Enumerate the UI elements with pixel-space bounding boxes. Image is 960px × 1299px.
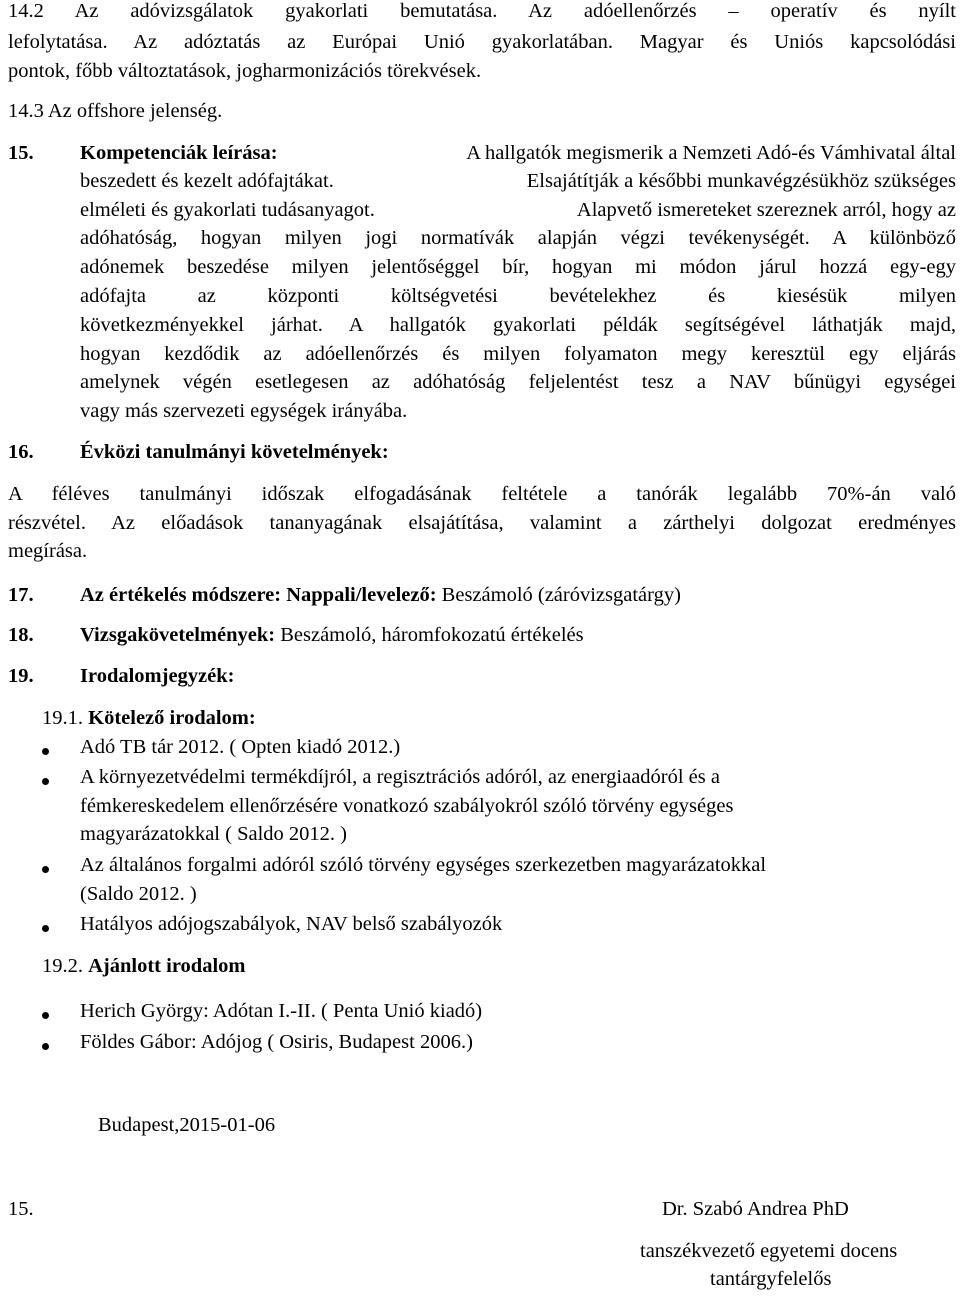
subsection-19-1: [42, 707, 256, 730]
section-heading: Vizsgakövetelmények:: [80, 624, 276, 646]
section-number: 17.: [8, 584, 34, 606]
paragraph-line: következményekkel járhat. A hallgatók gyakorlati példák segítségével láthatják majd,: [80, 314, 956, 336]
section-number: 18.: [8, 624, 34, 646]
paragraph-line: megírása.: [8, 540, 88, 562]
intro-line: 14.3 Az offshore jelenség.: [8, 100, 223, 122]
list-item: Földes Gábor: Adójog ( Osiris, Budapest 2006.): [80, 1031, 473, 1053]
bullet-icon: [42, 778, 49, 785]
signer-role: tantárgyfelelős: [710, 1268, 832, 1290]
paragraph-line: részvétel. Az előadások tananyagának elsajátítása, valamint a zárthelyi dolgozat eredményes: [8, 512, 956, 534]
paragraph-line: A féléves tanulmányi időszak elfogadásának feltétele a tanórák legalább 70%-án való: [8, 483, 956, 505]
paragraph-text: elméleti és gyakorlati tudásanyagot.: [80, 199, 375, 221]
subsection-number: 19.1.: [42, 707, 83, 729]
paragraph-line: hogyan kezdődik az adóellenőrzés és milyen folyamaton megy keresztül egy eljárás: [80, 343, 956, 365]
list-item-continuation: (Saldo 2012. ): [80, 883, 197, 905]
section-number: 19.: [8, 665, 34, 687]
section-15-line: [80, 170, 956, 193]
paragraph-line: adófajta az központi költségvetési bevételekhez és kiesésük milyen: [80, 285, 956, 307]
place-date: Budapest,2015-01-06: [98, 1114, 276, 1136]
list-item: Hatályos adójogszabályok, NAV belső szabályozók: [80, 913, 503, 935]
section-17-line: [80, 584, 681, 607]
section-number: 15.: [8, 142, 34, 164]
bullet-icon: [42, 1012, 49, 1019]
subsection-heading: Ajánlott irodalom: [88, 955, 246, 977]
section-number: 16.: [8, 441, 34, 463]
intro-line: 14.2 Az adóvizsgálatok gyakorlati bemutatása. Az adóellenőrzés – operatív és nyílt: [8, 0, 956, 22]
section-18-line: [80, 624, 584, 647]
paragraph-text: Alapvető ismereteket szereznek arról, hogy az: [576, 199, 956, 221]
subsection-number: 19.2.: [42, 955, 83, 977]
section-heading: Évközi tanulmányi követelmények:: [80, 441, 389, 463]
intro-line: pontok, főbb változtatások, jogharmonizációs törekvések.: [8, 60, 482, 82]
list-item: A környezetvédelmi termékdíjról, a regisztrációs adóról, az energiaadóról és a: [80, 766, 720, 788]
list-item: Adó TB tár 2012. ( Opten kiadó 2012.): [80, 736, 401, 758]
paragraph-line: amelynek végén esetlegesen az adóhatóság feljelentést tesz a NAV bűnügyi egységei: [80, 371, 956, 393]
section-heading: Az értékelés módszere: Nappali/levelező:: [80, 584, 437, 606]
bullet-icon: [42, 1043, 49, 1050]
list-item: Herich György: Adótan I.-II. ( Penta Unió kiadó): [80, 1000, 483, 1022]
section-heading: Irodalomjegyzék:: [80, 665, 235, 687]
signer-role: tanszékvezető egyetemi docens: [640, 1240, 898, 1262]
section-15-first-line: [80, 142, 956, 165]
bullet-icon: [42, 748, 49, 755]
paragraph-line: adónemek beszedése milyen jelentőséggel bír, hogyan mi módon járul hozzá egy-egy: [80, 256, 956, 278]
subsection-heading: Kötelező irodalom:: [88, 707, 256, 729]
list-item: Az általános forgalmi adóról szóló törvény egységes szerkezetben magyarázatokkal: [80, 854, 767, 876]
paragraph-text: A hallgatók megismerik a Nemzeti Adó-és Vámhivatal által: [466, 142, 956, 164]
list-item-continuation: magyarázatokkal ( Saldo 2012. ): [80, 823, 347, 845]
intro-line: lefolytatása. Az adóztatás az Európai Unió gyakorlatában. Magyar és Uniós kapcsolódási: [8, 31, 956, 53]
signer-name: Dr. Szabó Andrea PhD: [662, 1198, 849, 1220]
paragraph-line: adóhatóság, hogyan milyen jogi normatívák alapján végzi tevékenységét. A különböző: [80, 227, 956, 249]
paragraph-text: beszedett és kezelt adófajtákat.: [80, 170, 334, 192]
section-heading: Kompetenciák leírása:: [80, 142, 278, 164]
list-item-continuation: fémkereskedelem ellenőrzésére vonatkozó szabályokról szóló törvény egységes: [80, 795, 734, 817]
bullet-icon: [42, 925, 49, 932]
section-text: Beszámoló (záróvizsgatárgy): [441, 584, 681, 606]
footer-number: 15.: [8, 1198, 34, 1220]
paragraph-text: Elsajátítják a későbbi munkavégzésükhöz szükséges: [526, 170, 956, 192]
paragraph-line: vagy más szervezeti egységek irányába.: [80, 400, 408, 422]
bullet-icon: [42, 866, 49, 873]
section-15-line: [80, 199, 956, 222]
section-text: Beszámoló, háromfokozatú értékelés: [280, 624, 584, 646]
subsection-19-2: [42, 955, 245, 978]
